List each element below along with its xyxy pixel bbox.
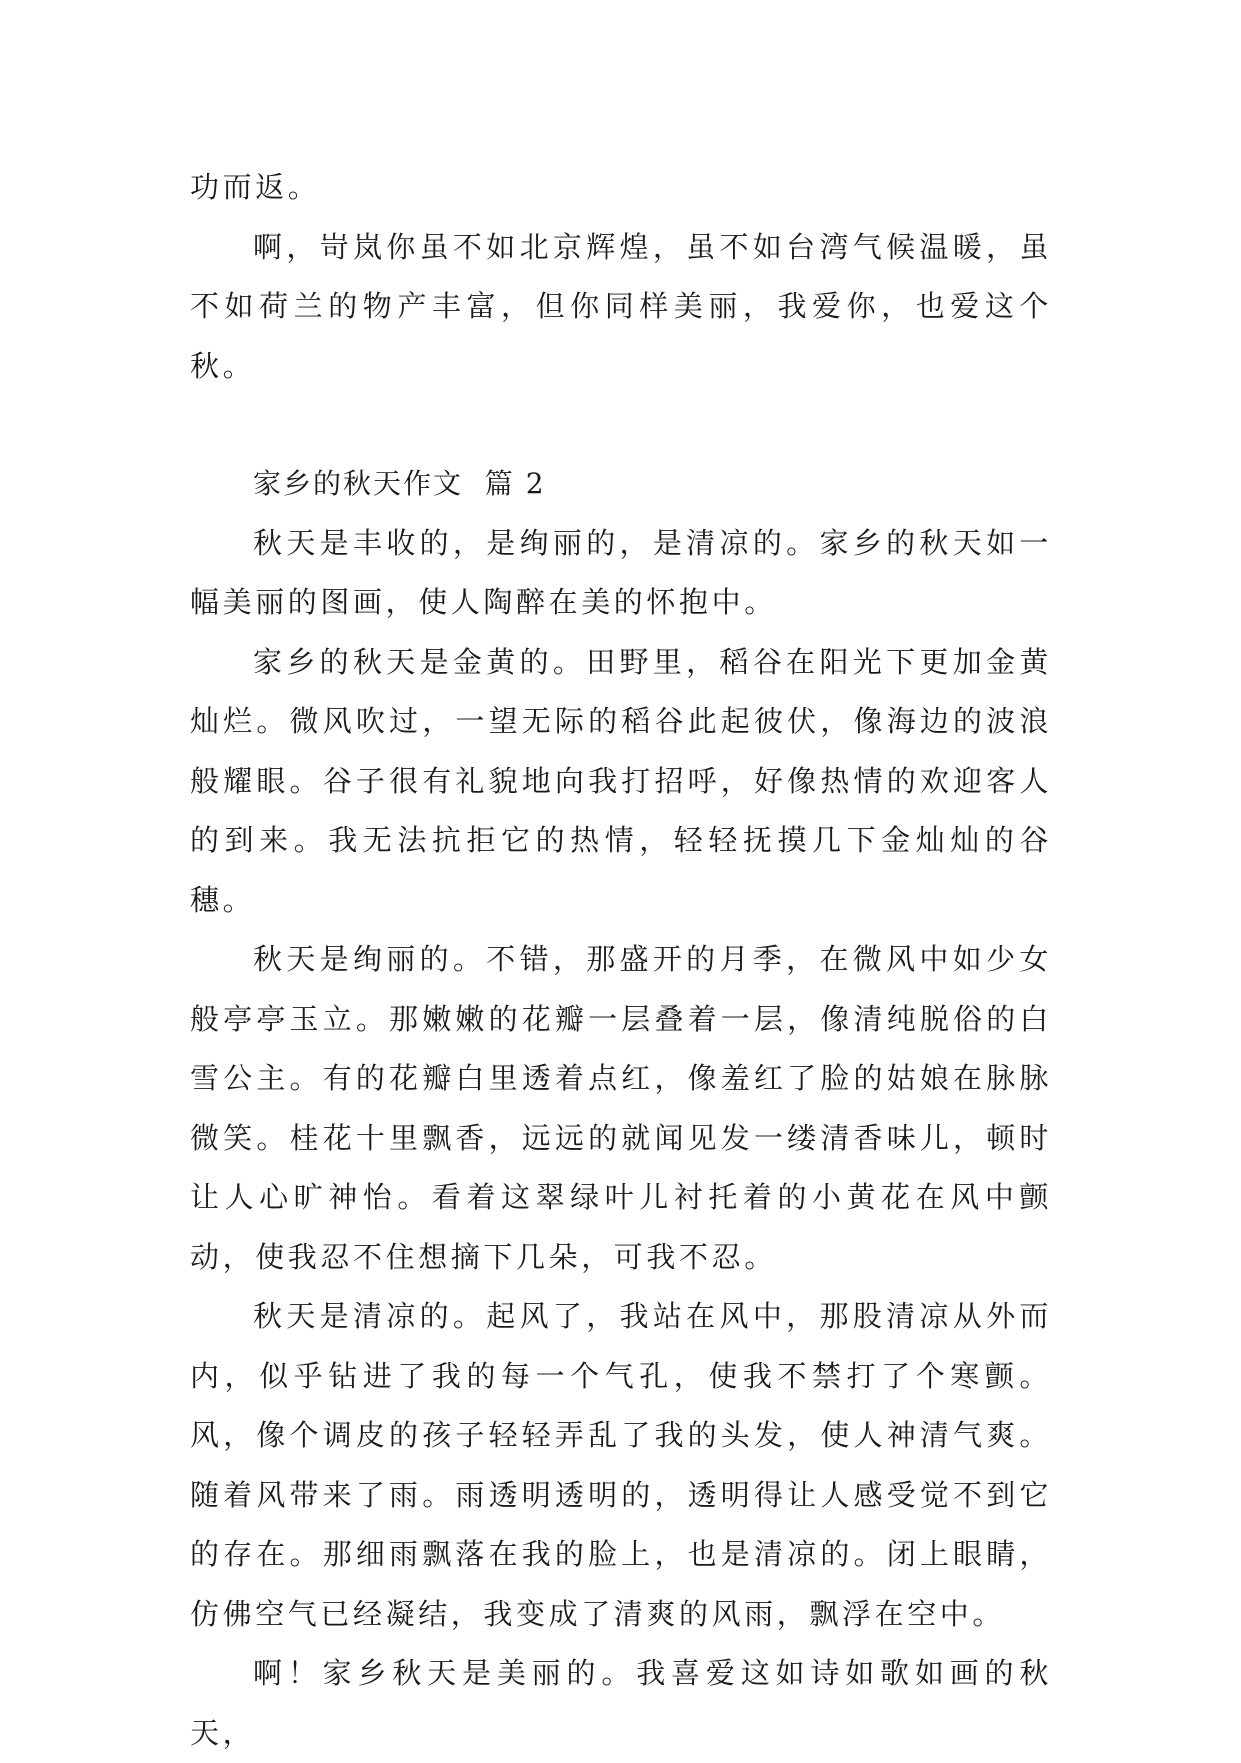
section-spacer xyxy=(190,396,1052,454)
paragraph-closing: 啊，岢岚你虽不如北京辉煌，虽不如台湾气候温暖，虽不如荷兰的物产丰富，但你同样美丽，我爱你，也爱这个秋。 xyxy=(190,229,1052,383)
paragraph-ending: 啊！家乡秋天是美丽的。我喜爱这如诗如歌如画的秋天， xyxy=(190,1656,1052,1750)
document-body xyxy=(190,158,1052,1763)
paragraph-golden: 家乡的秋天是金黄的。田野里，稻谷在阳光下更加金黄灿烂。微风吹过，一望无际的稻谷此起彼伏，像海边的波浪般耀眼。谷子很有礼貌地向我打招呼，好像热情的欢迎客人的到来。我无法抗拒它的热情，轻轻抚摸几下金灿灿的谷穗。 xyxy=(190,644,1052,917)
section-heading: 家乡的秋天作文 篇 2 xyxy=(253,467,546,500)
paragraph-colorful: 秋天是绚丽的。不错，那盛开的月季，在微风中如少女般亭亭玉立。那嫩嫩的花瓣一层叠着一层，像清纯脱俗的白雪公主。有的花瓣白里透着点红，像羞红了脸的姑娘在脉脉微笑。桂花十里飘香，远远的就闻见发一缕清香味儿，顿时让人心旷神怡。看着这翠绿叶儿衬托着的小黄花在风中颤动，使我忍不住想摘下几朵，可我不忍。 xyxy=(190,942,1052,1274)
paragraph-cool: 秋天是清凉的。起风了，我站在风中，那股清凉从外而内，似乎钻进了我的每一个气孔，使我不禁打了个寒颤。风，像个调皮的孩子轻轻弄乱了我的头发，使人神清气爽。随着风带来了雨。雨透明透明的，透明得让人感受觉不到它的存在。那细雨飘落在我的脸上，也是清凉的。闭上眼睛，仿佛空气已经凝结，我变成了清爽的风雨，飘浮在空中。 xyxy=(190,1299,1052,1631)
paragraph-continuation: 功而返。 xyxy=(190,170,321,204)
paragraph-intro: 秋天是丰收的，是绚丽的，是清凉的。家乡的秋天如一幅美丽的图画，使人陶醉在美的怀抱中。 xyxy=(190,525,1052,619)
